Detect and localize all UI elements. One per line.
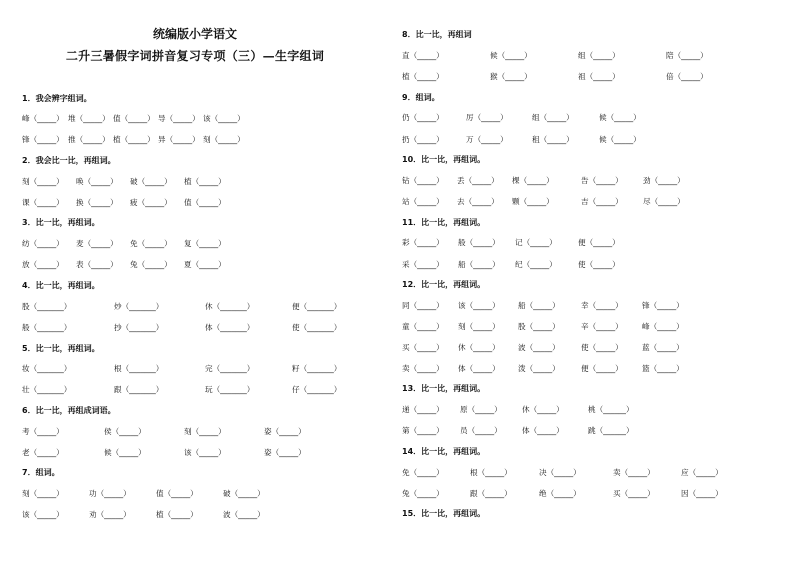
- word-blank[interactable]: 便（_______）: [292, 302, 342, 311]
- word-blank[interactable]: 使（_____）: [581, 343, 623, 352]
- word-blank[interactable]: 体（_____）: [458, 364, 500, 373]
- word-blank[interactable]: 免（_____）: [130, 239, 172, 248]
- word-blank[interactable]: 租（_____）: [532, 135, 574, 144]
- section-heading: 5．比一比，再组词。: [22, 344, 100, 353]
- word-blank[interactable]: 该（_____）: [184, 448, 226, 457]
- word-blank[interactable]: 告（_____）: [581, 176, 623, 185]
- word-blank[interactable]: 姿（_____）: [264, 427, 306, 436]
- word-blank[interactable]: 钻（_____）: [402, 176, 444, 185]
- word-blank[interactable]: 刻（_____）: [203, 135, 245, 144]
- word-blank[interactable]: 兔（_____）: [402, 489, 444, 498]
- word-blank[interactable]: 值（_____）: [156, 489, 198, 498]
- word-blank[interactable]: 根（_______）: [114, 364, 164, 373]
- word-blank[interactable]: 刻（_____）: [184, 427, 226, 436]
- word-blank[interactable]: 考（_____）: [22, 427, 64, 436]
- word-blank[interactable]: 纪（_____）: [515, 260, 557, 269]
- word-blank[interactable]: 堆（_____）: [68, 114, 110, 123]
- word-blank[interactable]: 便（_____）: [578, 238, 620, 247]
- word-blank[interactable]: 休（_____）: [458, 343, 500, 352]
- word-blank[interactable]: 扔（_____）: [402, 135, 444, 144]
- word-blank[interactable]: 蓝（_____）: [642, 343, 684, 352]
- word-blank[interactable]: 导（_____）: [158, 114, 200, 123]
- word-blank[interactable]: 买（_____）: [613, 489, 655, 498]
- word-blank[interactable]: 植（_____）: [113, 135, 155, 144]
- word-blank[interactable]: 妆（_______）: [22, 364, 72, 373]
- word-blank[interactable]: 该（_____）: [22, 510, 64, 519]
- word-blank[interactable]: 壮（_______）: [22, 385, 72, 394]
- word-blank[interactable]: 使（_______）: [292, 323, 342, 332]
- word-blank[interactable]: 功（_____）: [89, 489, 131, 498]
- word-blank[interactable]: 刻（_____）: [22, 177, 64, 186]
- word-blank[interactable]: 推（_____）: [68, 135, 110, 144]
- word-blank[interactable]: 泼（_____）: [518, 364, 560, 373]
- word-blank[interactable]: 祖（_____）: [578, 72, 620, 81]
- word-blank[interactable]: 刻（_____）: [22, 489, 64, 498]
- word-blank[interactable]: 体（_______）: [205, 323, 255, 332]
- word-blank[interactable]: 抄（_______）: [114, 323, 164, 332]
- word-blank[interactable]: 船（_____）: [518, 301, 560, 310]
- word-blank[interactable]: 第（_____）: [402, 426, 444, 435]
- word-blank[interactable]: 候（_____）: [104, 448, 146, 457]
- word-blank[interactable]: 峰（_____）: [22, 114, 64, 123]
- word-blank[interactable]: 候（_____）: [490, 51, 532, 60]
- word-blank[interactable]: 员（_____）: [460, 426, 502, 435]
- section-heading: 14．比一比，再组词。: [402, 447, 486, 456]
- word-blank[interactable]: 根（_____）: [470, 468, 512, 477]
- word-blank[interactable]: 倍（_____）: [666, 72, 708, 81]
- word-blank[interactable]: 跟（_______）: [114, 385, 164, 394]
- word-blank[interactable]: 破（_____）: [130, 177, 172, 186]
- word-blank[interactable]: 仍（_____）: [402, 113, 444, 122]
- word-blank[interactable]: 猴（_____）: [490, 72, 532, 81]
- word-blank[interactable]: 异（_____）: [158, 135, 200, 144]
- word-blank[interactable]: 劝（_____）: [89, 510, 131, 519]
- word-blank[interactable]: 丢（_____）: [457, 176, 499, 185]
- word-blank[interactable]: 绝（_____）: [539, 489, 581, 498]
- word-blank[interactable]: 卖（_____）: [613, 468, 655, 477]
- word-blank[interactable]: 劲（_____）: [643, 176, 685, 185]
- word-blank[interactable]: 去（_____）: [457, 197, 499, 206]
- word-blank[interactable]: 颗（_____）: [512, 197, 554, 206]
- word-blank[interactable]: 波（_____）: [518, 343, 560, 352]
- word-blank[interactable]: 股（_______）: [22, 302, 72, 311]
- worksheet-title: 统编版小学语文: [152, 27, 237, 41]
- word-blank[interactable]: 便（_____）: [581, 364, 623, 373]
- word-blank[interactable]: 递（_____）: [402, 405, 444, 414]
- section-heading: 8．比一比，再组词: [402, 30, 472, 39]
- word-blank[interactable]: 疲（_____）: [130, 198, 172, 207]
- word-blank[interactable]: 唤（_____）: [76, 177, 118, 186]
- word-blank[interactable]: 幸（_____）: [581, 301, 623, 310]
- section-heading: 13．比一比，再组词。: [402, 384, 486, 393]
- word-blank[interactable]: 换（_____）: [76, 198, 118, 207]
- word-blank[interactable]: 锋（_____）: [642, 301, 684, 310]
- word-blank[interactable]: 兔（_____）: [130, 260, 172, 269]
- word-blank[interactable]: 跟（_____）: [470, 489, 512, 498]
- word-blank[interactable]: 破（_____）: [223, 489, 265, 498]
- word-blank[interactable]: 休（_____）: [522, 405, 564, 414]
- word-blank[interactable]: 玩（_______）: [205, 385, 255, 394]
- word-blank[interactable]: 应（_____）: [681, 468, 723, 477]
- word-blank[interactable]: 卖（_____）: [402, 364, 444, 373]
- word-blank[interactable]: 童（_____）: [402, 322, 444, 331]
- section-heading: 15．比一比，再组词。: [402, 509, 486, 518]
- word-blank[interactable]: 般（_____）: [458, 238, 500, 247]
- section-heading: 12．比一比，再组词。: [402, 280, 486, 289]
- word-blank[interactable]: 植（_____）: [184, 177, 226, 186]
- word-blank[interactable]: 麦（_____）: [76, 239, 118, 248]
- section-heading: 3．比一比，再组词。: [22, 218, 100, 227]
- word-blank[interactable]: 值（_____）: [184, 198, 226, 207]
- word-blank[interactable]: 万（_____）: [466, 135, 508, 144]
- word-blank[interactable]: 组（_____）: [578, 51, 620, 60]
- word-blank[interactable]: 籽（_______）: [292, 364, 342, 373]
- word-blank[interactable]: 尽（_____）: [643, 197, 685, 206]
- section-heading: 6．比一比，再组成词语。: [22, 406, 116, 415]
- word-blank[interactable]: 峰（_____）: [642, 322, 684, 331]
- word-blank[interactable]: 候（_____）: [599, 135, 641, 144]
- word-blank[interactable]: 棵（_____）: [512, 176, 554, 185]
- word-blank[interactable]: 纺（_____）: [22, 239, 64, 248]
- word-blank[interactable]: 锋（_____）: [22, 135, 64, 144]
- word-blank[interactable]: 站（_____）: [402, 197, 444, 206]
- word-blank[interactable]: 吉（_____）: [581, 197, 623, 206]
- word-blank[interactable]: 刻（_____）: [458, 322, 500, 331]
- section-heading: 4．比一比，再组词。: [22, 281, 100, 290]
- word-blank[interactable]: 表（_____）: [76, 260, 118, 269]
- word-blank[interactable]: 同（_____）: [402, 301, 444, 310]
- word-blank[interactable]: 该（_____）: [203, 114, 245, 123]
- word-blank[interactable]: 股（_____）: [518, 322, 560, 331]
- word-blank[interactable]: 完（_______）: [205, 364, 255, 373]
- word-blank[interactable]: 课（_____）: [22, 198, 64, 207]
- section-heading: 1．我会辨字组词。: [22, 94, 92, 103]
- word-blank[interactable]: 使（_____）: [578, 260, 620, 269]
- section-heading: 7．组词。: [22, 468, 60, 477]
- word-blank[interactable]: 值（_____）: [113, 114, 155, 123]
- section-heading: 11．比一比，再组词。: [402, 218, 486, 227]
- word-blank[interactable]: 炒（_______）: [114, 302, 164, 311]
- word-blank[interactable]: 篮（_____）: [642, 364, 684, 373]
- word-blank[interactable]: 彩（_____）: [402, 238, 444, 247]
- word-blank[interactable]: 跳（______）: [588, 426, 634, 435]
- word-blank[interactable]: 免（_____）: [402, 468, 444, 477]
- word-blank[interactable]: 波（_____）: [223, 510, 265, 519]
- word-blank[interactable]: 该（_____）: [458, 301, 500, 310]
- word-blank[interactable]: 植（_____）: [402, 72, 444, 81]
- word-blank[interactable]: 仔（_______）: [292, 385, 342, 394]
- word-blank[interactable]: 休（_______）: [205, 302, 255, 311]
- word-blank[interactable]: 船（_____）: [458, 260, 500, 269]
- word-blank[interactable]: 厉（_____）: [466, 113, 508, 122]
- word-blank[interactable]: 买（_____）: [402, 343, 444, 352]
- word-blank[interactable]: 决（_____）: [539, 468, 581, 477]
- word-blank[interactable]: 复（_____）: [184, 239, 226, 248]
- worksheet-subtitle: 二升三暑假字词拼音复习专项（三）—生字组词: [65, 49, 325, 63]
- word-blank[interactable]: 般（_______）: [22, 323, 72, 332]
- word-blank[interactable]: 姿（_____）: [264, 448, 306, 457]
- word-blank[interactable]: 直（_____）: [402, 51, 444, 60]
- word-blank[interactable]: 组（_____）: [532, 113, 574, 122]
- section-heading: 10．比一比，再组词。: [402, 155, 486, 164]
- word-blank[interactable]: 辛（_____）: [581, 322, 623, 331]
- word-blank[interactable]: 植（_____）: [156, 510, 198, 519]
- word-blank[interactable]: 因（_____）: [681, 489, 723, 498]
- section-heading: 2．我会比一比，再组词。: [22, 156, 116, 165]
- word-blank[interactable]: 侯（_____）: [104, 427, 146, 436]
- word-blank[interactable]: 采（_____）: [402, 260, 444, 269]
- word-blank[interactable]: 夏（_____）: [184, 260, 226, 269]
- word-blank[interactable]: 桃（______）: [588, 405, 634, 414]
- word-blank[interactable]: 体（_____）: [522, 426, 564, 435]
- section-heading: 9．组词。: [402, 93, 440, 102]
- word-blank[interactable]: 候（_____）: [599, 113, 641, 122]
- word-blank[interactable]: 记（_____）: [515, 238, 557, 247]
- word-blank[interactable]: 陪（_____）: [666, 51, 708, 60]
- word-blank[interactable]: 原（_____）: [460, 405, 502, 414]
- word-blank[interactable]: 放（_____）: [22, 260, 64, 269]
- word-blank[interactable]: 老（_____）: [22, 448, 64, 457]
